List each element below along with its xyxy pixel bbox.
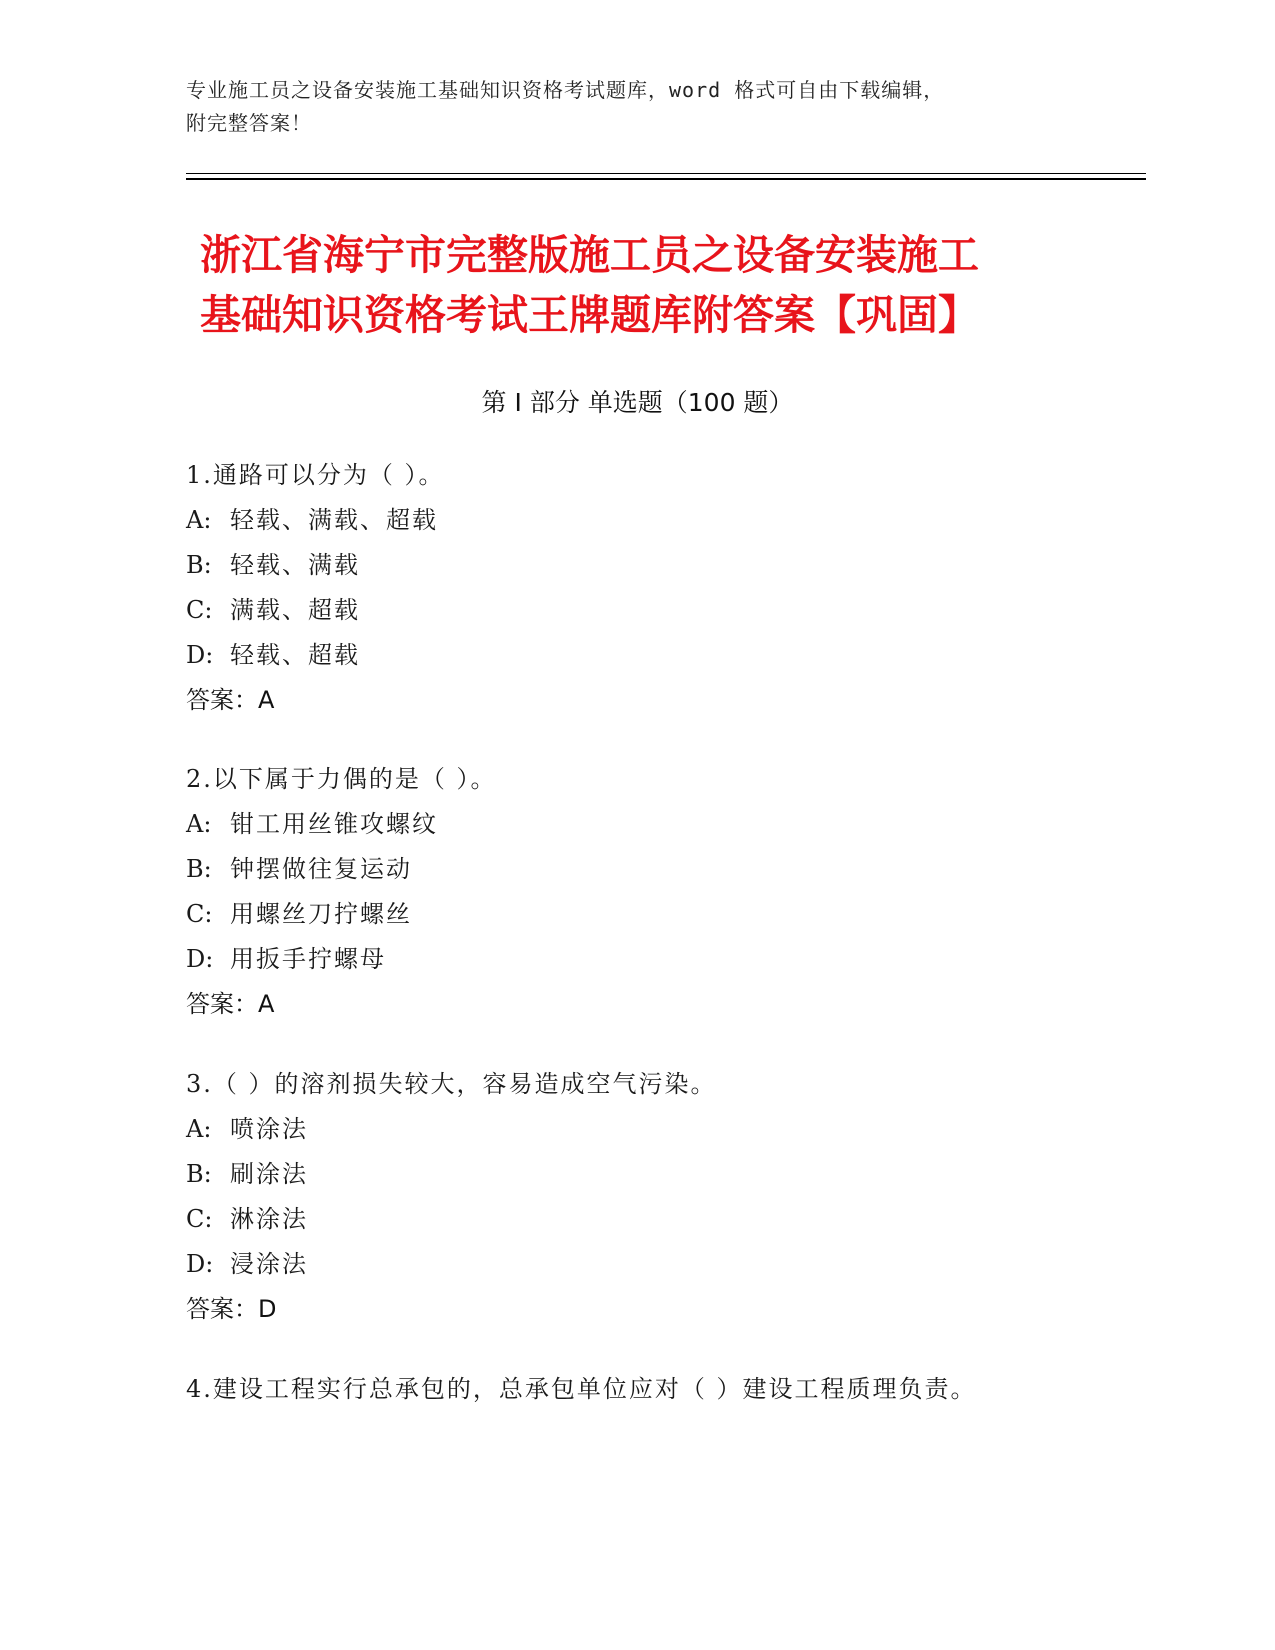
option-a (186, 498, 1126, 543)
header-note-line-2: 附完整答案！ (186, 111, 312, 135)
answer-line: 答案：A (186, 990, 275, 1018)
question-3 (186, 1062, 1126, 1332)
question-stem: 1.通路可以分为（ ）。 (186, 461, 445, 489)
document-title-line-1: 浙江省海宁市完整版施工员之设备安装施工 (200, 231, 979, 279)
document-title-line-2: 基础知识资格考试王牌题库附答案【巩固】 (200, 291, 979, 339)
option-label: B: (186, 855, 212, 883)
option-text: 钳工用丝锥攻螺纹 (230, 810, 438, 838)
option-label: C: (186, 1205, 213, 1233)
header-note (186, 74, 1086, 140)
option-b (186, 1152, 1126, 1197)
option-a (186, 802, 1126, 847)
option-text: 钟摆做往复运动 (230, 855, 412, 883)
header-note-line-1: 专业施工员之设备安装施工基础知识资格考试题库，word 格式可自由下载编辑， (186, 78, 945, 102)
option-text: 用螺丝刀拧螺丝 (230, 900, 412, 928)
option-c (186, 588, 1126, 633)
header-divider-thick (186, 178, 1146, 180)
question-stem: 3.（ ）的溶剂损失较大，容易造成空气污染。 (186, 1070, 717, 1098)
option-text: 轻载、超载 (230, 641, 360, 669)
question-stem: 2.以下属于力偶的是（ ）。 (186, 765, 497, 793)
header-divider-thin (186, 173, 1146, 174)
option-text: 满载、超载 (230, 596, 360, 624)
answer-line: 答案：D (186, 1295, 277, 1323)
answer-line: 答案：A (186, 686, 275, 714)
question-4 (186, 1367, 1126, 1412)
option-text: 轻载、满载 (230, 551, 360, 579)
option-label: A: (186, 810, 212, 838)
option-d (186, 633, 1126, 678)
option-c (186, 892, 1126, 937)
option-text: 刷涂法 (230, 1160, 308, 1188)
option-b (186, 847, 1126, 892)
option-a (186, 1107, 1126, 1152)
option-text: 轻载、满载、超载 (230, 506, 438, 534)
option-label: A: (186, 506, 212, 534)
option-text: 喷涂法 (230, 1115, 308, 1143)
option-text: 用扳手拧螺母 (230, 945, 386, 973)
option-text: 浸涂法 (230, 1250, 308, 1278)
option-label: B: (186, 551, 212, 579)
section-heading: 第 I 部分 单选题（100 题） (481, 388, 794, 417)
option-label: D: (186, 641, 214, 669)
option-b (186, 543, 1126, 588)
option-d (186, 937, 1126, 982)
option-label: B: (186, 1160, 212, 1188)
option-label: D: (186, 945, 214, 973)
option-d (186, 1242, 1126, 1287)
option-label: D: (186, 1250, 214, 1278)
document-title (200, 225, 1100, 345)
question-stem: 4.建设工程实行总承包的，总承包单位应对（ ）建设工程质理负责。 (186, 1375, 977, 1403)
option-c (186, 1197, 1126, 1242)
option-text: 淋涂法 (230, 1205, 308, 1233)
option-label: C: (186, 900, 213, 928)
option-label: A: (186, 1115, 212, 1143)
question-1 (186, 453, 1126, 723)
option-label: C: (186, 596, 213, 624)
question-2 (186, 757, 1126, 1027)
